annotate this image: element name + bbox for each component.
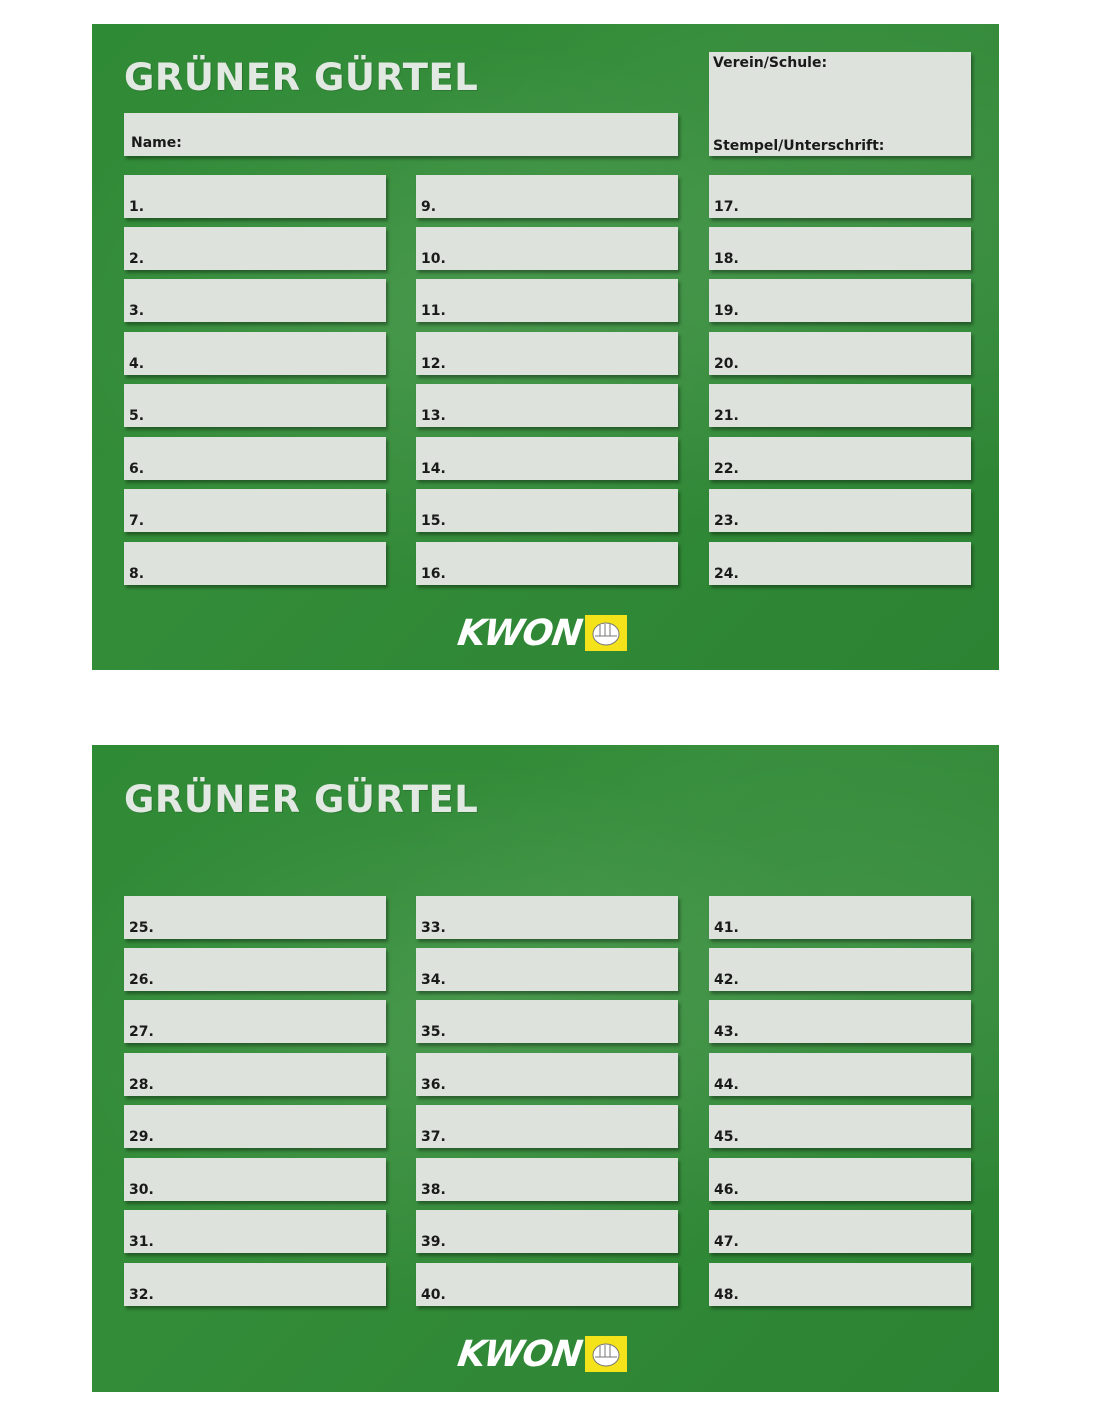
entry-slot[interactable] (709, 1263, 971, 1306)
entry-number: 11. (421, 303, 446, 319)
belt-card-bottom (92, 745, 999, 1392)
entry-slot[interactable] (124, 489, 386, 532)
entry-slot[interactable] (416, 1000, 678, 1043)
kwon-logo (455, 1333, 627, 1375)
entry-slot[interactable] (124, 279, 386, 322)
entry-slot[interactable] (709, 542, 971, 585)
fist-icon (585, 615, 627, 651)
entry-slot[interactable] (416, 437, 678, 480)
entry-number: 36. (421, 1077, 446, 1093)
entry-number: 2. (129, 251, 145, 267)
logo-text: KWON (455, 612, 585, 654)
card-title: GRÜNER GÜRTEL (124, 56, 479, 99)
entry-number: 30. (129, 1182, 154, 1198)
entry-slot[interactable] (124, 1263, 386, 1306)
entry-number: 32. (129, 1287, 154, 1303)
club-label: Verein/Schule: (713, 55, 828, 71)
entry-number: 18. (714, 251, 739, 267)
entry-slot[interactable] (416, 1210, 678, 1253)
entry-number: 8. (129, 566, 145, 582)
entry-slot[interactable] (416, 896, 678, 939)
entry-slot[interactable] (416, 175, 678, 218)
entry-number: 20. (714, 356, 739, 372)
entry-slot[interactable] (124, 542, 386, 585)
entry-number: 23. (714, 513, 739, 529)
entry-slot[interactable] (124, 1210, 386, 1253)
entry-slot[interactable] (709, 896, 971, 939)
entry-number: 12. (421, 356, 446, 372)
entry-number: 41. (714, 920, 739, 936)
name-label: Name: (131, 135, 182, 151)
entry-number: 15. (421, 513, 446, 529)
entry-number: 9. (421, 199, 437, 215)
entry-number: 48. (714, 1287, 739, 1303)
entry-slot[interactable] (124, 1000, 386, 1043)
entry-number: 4. (129, 356, 145, 372)
entry-number: 21. (714, 408, 739, 424)
entry-slot[interactable] (124, 437, 386, 480)
entry-slot[interactable] (416, 489, 678, 532)
entry-slot[interactable] (709, 437, 971, 480)
entry-slot[interactable] (416, 1263, 678, 1306)
entry-number: 43. (714, 1024, 739, 1040)
entry-number: 46. (714, 1182, 739, 1198)
entry-slot[interactable] (416, 542, 678, 585)
entry-slot[interactable] (124, 896, 386, 939)
entry-slot[interactable] (709, 489, 971, 532)
entry-number: 14. (421, 461, 446, 477)
entry-number: 27. (129, 1024, 154, 1040)
entry-slot[interactable] (709, 948, 971, 991)
entry-slot[interactable] (124, 227, 386, 270)
entry-slot[interactable] (124, 1105, 386, 1148)
entry-slot[interactable] (124, 1158, 386, 1201)
entry-slot[interactable] (124, 384, 386, 427)
entry-slot[interactable] (709, 175, 971, 218)
entry-number: 25. (129, 920, 154, 936)
entry-slot[interactable] (709, 1105, 971, 1148)
card-title: GRÜNER GÜRTEL (124, 778, 479, 821)
entry-slot[interactable] (416, 384, 678, 427)
entry-slot[interactable] (416, 279, 678, 322)
entry-slot[interactable] (416, 948, 678, 991)
logo-text: KWON (455, 1333, 585, 1375)
belt-card-top (92, 24, 999, 670)
entry-number: 1. (129, 199, 145, 215)
entry-number: 13. (421, 408, 446, 424)
entry-slot[interactable] (124, 1053, 386, 1096)
entry-number: 10. (421, 251, 446, 267)
entry-number: 39. (421, 1234, 446, 1250)
entry-slot[interactable] (416, 1053, 678, 1096)
entry-slot[interactable] (124, 175, 386, 218)
entry-slot[interactable] (709, 384, 971, 427)
entry-slot[interactable] (709, 227, 971, 270)
entry-number: 16. (421, 566, 446, 582)
entry-number: 40. (421, 1287, 446, 1303)
entry-number: 7. (129, 513, 145, 529)
entry-slot[interactable] (124, 332, 386, 375)
stamp-label: Stempel/Unterschrift: (713, 138, 885, 154)
entry-number: 35. (421, 1024, 446, 1040)
entry-number: 3. (129, 303, 145, 319)
entry-number: 26. (129, 972, 154, 988)
entry-slot[interactable] (709, 1158, 971, 1201)
kwon-logo (455, 612, 627, 654)
entry-slot[interactable] (709, 1000, 971, 1043)
entry-number: 6. (129, 461, 145, 477)
entry-slot[interactable] (709, 332, 971, 375)
name-field[interactable] (124, 113, 678, 156)
entry-slot[interactable] (416, 332, 678, 375)
entry-number: 37. (421, 1129, 446, 1145)
entry-number: 44. (714, 1077, 739, 1093)
entry-slot[interactable] (709, 1210, 971, 1253)
entry-number: 42. (714, 972, 739, 988)
entry-number: 33. (421, 920, 446, 936)
entry-number: 34. (421, 972, 446, 988)
entry-slot[interactable] (709, 279, 971, 322)
entry-slot[interactable] (416, 1105, 678, 1148)
entry-number: 19. (714, 303, 739, 319)
entry-number: 22. (714, 461, 739, 477)
entry-number: 28. (129, 1077, 154, 1093)
entry-number: 24. (714, 566, 739, 582)
entry-number: 47. (714, 1234, 739, 1250)
entry-slot[interactable] (124, 948, 386, 991)
entry-number: 38. (421, 1182, 446, 1198)
entry-number: 17. (714, 199, 739, 215)
entry-number: 31. (129, 1234, 154, 1250)
entry-number: 5. (129, 408, 145, 424)
fist-icon (585, 1336, 627, 1372)
entry-number: 45. (714, 1129, 739, 1145)
club-stamp-field[interactable] (709, 52, 971, 156)
entry-slot[interactable] (416, 1158, 678, 1201)
entry-slot[interactable] (416, 227, 678, 270)
entry-slot[interactable] (709, 1053, 971, 1096)
entry-number: 29. (129, 1129, 154, 1145)
